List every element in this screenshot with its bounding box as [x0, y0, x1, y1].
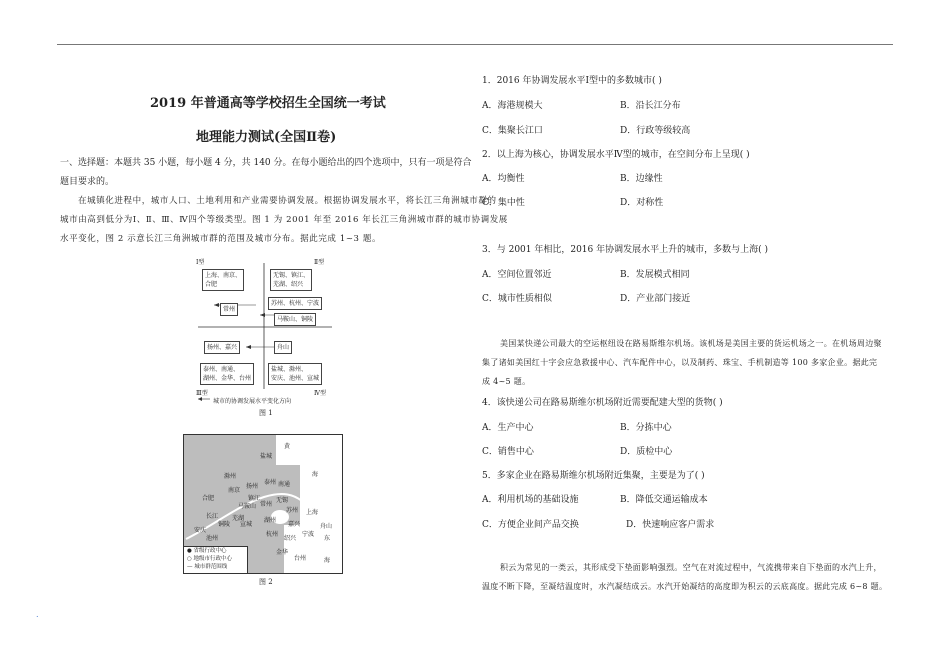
map-city: 滁州: [224, 473, 237, 480]
passage-line: 积云为常见的一类云，其形成受下垫面影响强烈。空气在对流过程中，气流携带来自下垫面的水汽上升，: [500, 563, 882, 572]
box-cities: 无锡、镇江、 芜湖、绍兴: [270, 269, 312, 291]
map-city: 铜陵: [218, 521, 231, 528]
figure-2-caption: 图 2: [259, 578, 273, 586]
map-city: 舟山: [320, 523, 333, 530]
type-ii-label: Ⅱ型: [314, 259, 325, 266]
question-option: B．降低交通运输成本: [620, 495, 708, 505]
question-stem: 5．多家企业在路易斯维尔机场附近集聚，主要是为了( ): [482, 471, 705, 481]
passage-line: 集了诸如美国红十字会应急救援中心、汽车配件中心，以及制药、珠宝、手机制造等 100 多家企业。据此完: [482, 358, 878, 367]
passage-line: 在城镇化进程中，城市人口、土地利用和产业需要协调发展。根据协调发展水平，将长江三角洲城市群的: [78, 196, 497, 206]
question-stem: 2．以上海为核心，协调发展水平Ⅳ型的城市，在空间分布上呈现( ): [482, 150, 750, 160]
passage-line: 温度不断下降，至凝结温度时，水汽凝结成云。水汽开始凝结的高度即为积云的云底高度。据此完成 6~8 题。: [482, 582, 888, 591]
figure-1: [196, 257, 334, 405]
map-city: 合肥: [202, 495, 215, 502]
exam-title: 2019 年普通高等学校招生全国统一考试: [150, 96, 386, 111]
map-city: 泰州: [264, 479, 277, 486]
question-option: D．快速响应客户需求: [626, 520, 715, 530]
map-city: 南通: [278, 481, 291, 488]
map-city: 台州: [294, 555, 307, 562]
map-city: 长江: [206, 513, 219, 520]
header-rule: [57, 44, 893, 45]
question-option: C．集中性: [482, 198, 525, 208]
box-cities: 马鞍山、铜陵: [274, 313, 316, 326]
map-city: 镇江: [248, 495, 261, 502]
map-city: 宣城: [240, 521, 253, 528]
type-i-label: Ⅰ型: [196, 259, 205, 266]
box-cities: 苏州、杭州、宁波: [268, 297, 322, 310]
question-option: B．分拣中心: [620, 423, 672, 433]
sea-label: 海: [312, 471, 319, 478]
question-option: C．销售中心: [482, 447, 534, 457]
question-option: A．利用机场的基础设施: [482, 495, 579, 505]
question-option: D．对称性: [620, 198, 664, 208]
footer-mark: .: [36, 610, 39, 619]
map-city: 上海: [306, 509, 319, 516]
question-option: B．发展模式相同: [620, 270, 690, 280]
legend-item: ● 省级行政中心: [187, 548, 227, 554]
question-option: B．边缘性: [620, 174, 663, 184]
box-cities: 盐城、滁州、 安庆、池州、宣城: [268, 363, 322, 385]
question-stem: 3．与 2001 年相比，2016 年协调发展水平上升的城市，多数与上海( ): [482, 245, 769, 255]
box-cities: 舟山: [274, 341, 292, 354]
box-cities: 上海、南京、 合肥: [202, 269, 244, 291]
question-stem: 1．2016 年协调发展水平Ⅰ型中的多数城市( ): [482, 76, 662, 86]
box-cities: 常州: [220, 303, 238, 316]
question-option: C．方便企业间产品交换: [482, 520, 579, 530]
map-city: 池州: [206, 535, 219, 542]
map-city: 湖州: [264, 517, 277, 524]
sea-label: 东: [324, 535, 331, 542]
box-cities: 泰州、南通、 湖州、金华、台州: [200, 363, 254, 385]
map-city: 杭州: [266, 531, 279, 538]
figure-2-map: [183, 434, 343, 574]
map-city: 盐城: [260, 453, 273, 460]
type-iii-label: Ⅲ型: [196, 390, 208, 397]
passage-line: 美国某快递公司最大的空运枢纽设在路易斯维尔机场。该机场是美国主要的货运机场之一。在机场周边聚: [500, 339, 882, 348]
map-city: 无锡: [276, 497, 289, 504]
map-city: 宁波: [302, 531, 315, 538]
question-stem: 4．该快递公司在路易斯维尔机场附近需要配建大型的货物( ): [482, 398, 723, 408]
map-city: 马鞍山: [238, 503, 257, 510]
passage-line: 成 4~5 题。: [482, 377, 531, 386]
map-city: 芜湖: [232, 515, 245, 522]
exam-subtitle: 地理能力测试(全国Ⅱ卷): [196, 130, 337, 145]
map-city: 嘉兴: [288, 521, 301, 528]
question-option: D．产业部门接近: [620, 294, 691, 304]
passage-line: 城市由高到低分为Ⅰ、Ⅱ、Ⅲ、Ⅳ四个等级类型。图 1 为 2001 年至 2016 年长江三角洲城市群的城市协调发展: [60, 215, 508, 225]
question-option: C．集聚长江口: [482, 126, 543, 136]
question-option: A．海港规模大: [482, 101, 543, 111]
sea-label: 海: [324, 557, 331, 564]
section-header: 一、选择题：本题共 35 小题，每小题 4 分，共 140 分。在每小题给出的四个选项中，只有一项是符合题目要求的。: [60, 158, 472, 187]
legend-item: ○ 地级市行政中心: [187, 556, 233, 562]
map-city: 安庆: [194, 527, 207, 534]
map-city: 绍兴: [284, 535, 297, 542]
question-option: C．城市性质相似: [482, 294, 552, 304]
map-city: 苏州: [286, 507, 299, 514]
passage-line: 水平变化，图 2 示意长江三角洲城市群的范围及城市分布。据此完成 1~3 题。: [60, 234, 382, 244]
map-city: 常州: [260, 501, 273, 508]
figure-2-legend: [184, 546, 248, 573]
sea-label: 黄: [284, 443, 291, 450]
figure-1-legend: 城市的协调发展水平变化方向: [213, 398, 292, 405]
question-option: B．沿长江分布: [620, 101, 681, 111]
question-option: A．空间位置邻近: [482, 270, 552, 280]
question-option: D．质检中心: [620, 447, 673, 457]
question-option: A．均衡性: [482, 174, 525, 184]
type-iv-label: Ⅳ型: [314, 390, 326, 397]
question-option: D．行政等级较高: [620, 126, 691, 136]
figure-1-caption: 图 1: [259, 409, 273, 417]
legend-item: — 城市群范围线: [187, 564, 228, 570]
question-option: A．生产中心: [482, 423, 534, 433]
map-city: 金华: [276, 549, 289, 556]
box-cities: 扬州、嘉兴: [204, 341, 240, 354]
map-city: 南京: [228, 487, 241, 494]
map-city: 扬州: [246, 483, 259, 490]
